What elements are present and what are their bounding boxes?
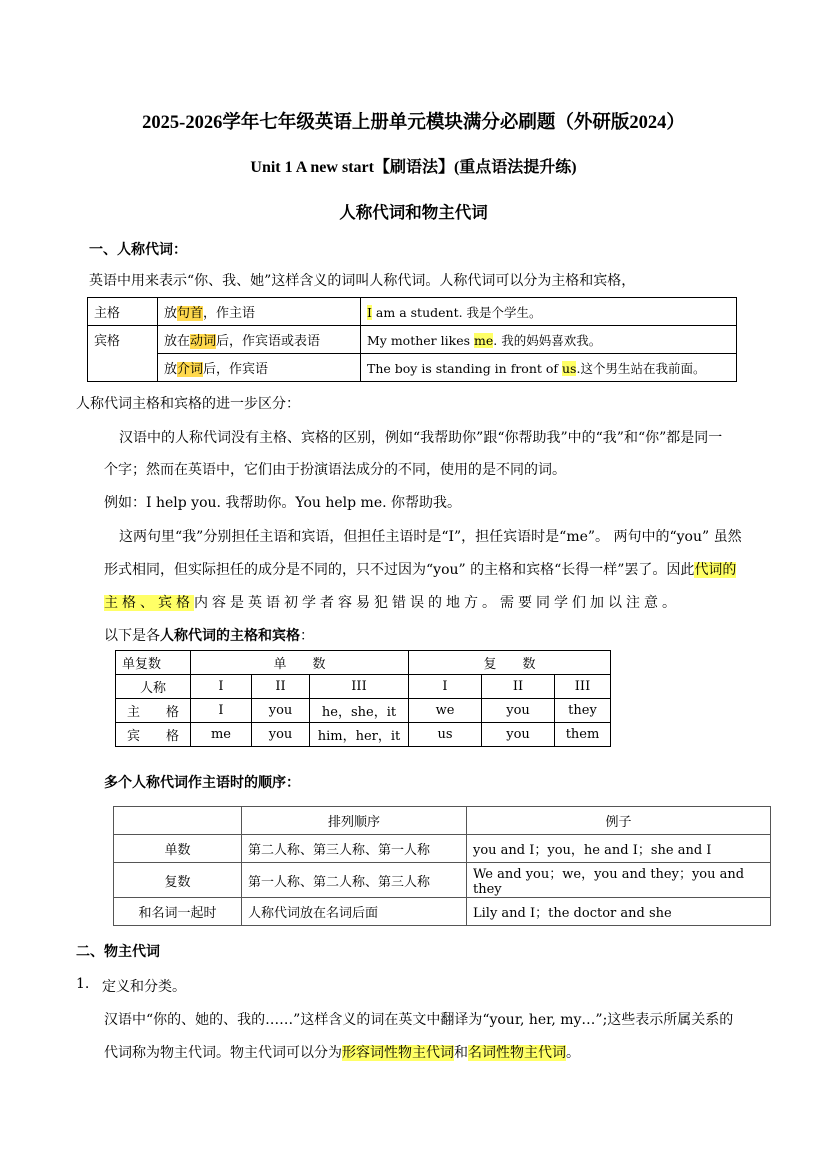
further-heading: 人称代词主格和宾格的进一步区分： bbox=[76, 396, 300, 412]
header-singular: 单 数 bbox=[191, 651, 409, 675]
order-row-label: 和名词一起时 bbox=[114, 898, 242, 926]
header-person: 人称 bbox=[116, 675, 191, 699]
order-row-order: 人称代词放在名词后面 bbox=[242, 898, 467, 926]
case-example: I am a student. 我是个学生。 bbox=[361, 298, 737, 326]
order-row-label: 复数 bbox=[114, 863, 242, 898]
paragraph-line: 主格、宾格内容是英语初学者容易犯错误的地方。需要同学们加以注意。 bbox=[104, 595, 680, 611]
list-intro: 以下是各人称代词的主格和宾格： bbox=[104, 628, 314, 644]
paragraph-line: 汉语中的人称代词没有主格、宾格的区别，例如“我帮助你”跟“你帮助我”中的“我”和“你”都是同一 bbox=[119, 430, 723, 446]
section2-heading: 二、物主代词 bbox=[76, 944, 160, 960]
case-example: The boy is standing in front of us.这个男生站在我前面。 bbox=[361, 354, 737, 382]
case-label-subject: 主格 bbox=[88, 298, 158, 326]
pronoun-cell: you bbox=[252, 699, 310, 723]
order-row-example: We and you；we，you and they；you and they bbox=[467, 863, 771, 898]
page-title: 2025-2026学年七年级英语上册单元模块满分必刷题（外研版2024） bbox=[142, 113, 685, 133]
pronoun-cell: us bbox=[409, 723, 482, 747]
case-table bbox=[87, 297, 737, 382]
example-line: 例如：I help you. 我帮助你。You help me. 你帮助我。 bbox=[104, 495, 461, 511]
person-cell: III bbox=[310, 675, 409, 699]
person-cell: III bbox=[555, 675, 611, 699]
case-usage: 放句首，作主语 bbox=[158, 298, 361, 326]
case-usage: 放在动词后，作宾语或表语 bbox=[158, 326, 361, 354]
section1-heading: 一、人称代词： bbox=[89, 242, 187, 258]
person-cell: I bbox=[191, 675, 252, 699]
paragraph-line: 代词称为物主代词。物主代词可以分为形容词性物主代词和名词性物主代词。 bbox=[104, 1045, 580, 1061]
person-cell: I bbox=[409, 675, 482, 699]
order-row-example: Lily and I；the doctor and she bbox=[467, 898, 771, 926]
row-label-subject: 主 格 bbox=[116, 699, 191, 723]
case-usage: 放介词后，作宾语 bbox=[158, 354, 361, 382]
pronoun-cell: you bbox=[252, 723, 310, 747]
topic-title: 人称代词和物主代词 bbox=[339, 203, 488, 222]
page-subtitle: Unit 1 A new start【刷语法】(重点语法提升练) bbox=[250, 159, 577, 176]
paragraph-line: 这两句里“我”分别担任主语和宾语，但担任主语时是“I”，担任宾语时是“me”。 两句中的“you” 虽然 bbox=[119, 529, 742, 545]
case-label-object: 宾格 bbox=[88, 326, 158, 382]
paragraph-line: 形式相同，但实际担任的成分是不同的，只不过因为“you” 的主格和宾格“长得一样”罢了。因此代词的 bbox=[104, 562, 737, 578]
order-table bbox=[113, 806, 771, 926]
item-number: 1. bbox=[76, 976, 90, 992]
row-label-object: 宾 格 bbox=[116, 723, 191, 747]
person-cell: II bbox=[252, 675, 310, 699]
order-row-order: 第一人称、第二人称、第三人称 bbox=[242, 863, 467, 898]
pronoun-cell: I bbox=[191, 699, 252, 723]
item-title: 定义和分类。 bbox=[102, 979, 186, 995]
pronoun-cell: you bbox=[482, 699, 555, 723]
pronoun-table bbox=[115, 650, 611, 747]
section1-intro: 英语中用来表示“你、我、她”这样含义的词叫人称代词。人称代词可以分为主格和宾格， bbox=[89, 273, 636, 289]
order-heading: 多个人称代词作主语时的顺序： bbox=[104, 775, 300, 791]
pronoun-cell: them bbox=[555, 723, 611, 747]
order-row-example: you and I；you，he and I；she and I bbox=[467, 835, 771, 863]
header-number: 单复数 bbox=[116, 651, 191, 675]
order-row-order: 第二人称、第三人称、第一人称 bbox=[242, 835, 467, 863]
pronoun-cell: they bbox=[555, 699, 611, 723]
pronoun-cell: him，her，it bbox=[310, 723, 409, 747]
order-header-order: 排列顺序 bbox=[242, 807, 467, 835]
pronoun-cell: he，she，it bbox=[310, 699, 409, 723]
order-header-example: 例子 bbox=[467, 807, 771, 835]
pronoun-cell: me bbox=[191, 723, 252, 747]
pronoun-cell: you bbox=[482, 723, 555, 747]
paragraph-line: 汉语中“你的、她的、我的……”这样含义的词在英文中翻译为“your, her, my…”;这些表示所属关系的 bbox=[104, 1012, 734, 1028]
paragraph-line: 个字；然而在英语中，它们由于扮演语法成分的不同，使用的是不同的词。 bbox=[104, 462, 566, 478]
person-cell: II bbox=[482, 675, 555, 699]
order-header-blank bbox=[114, 807, 242, 835]
header-plural: 复 数 bbox=[409, 651, 611, 675]
pronoun-cell: we bbox=[409, 699, 482, 723]
order-row-label: 单数 bbox=[114, 835, 242, 863]
case-example: My mother likes me. 我的妈妈喜欢我。 bbox=[361, 326, 737, 354]
